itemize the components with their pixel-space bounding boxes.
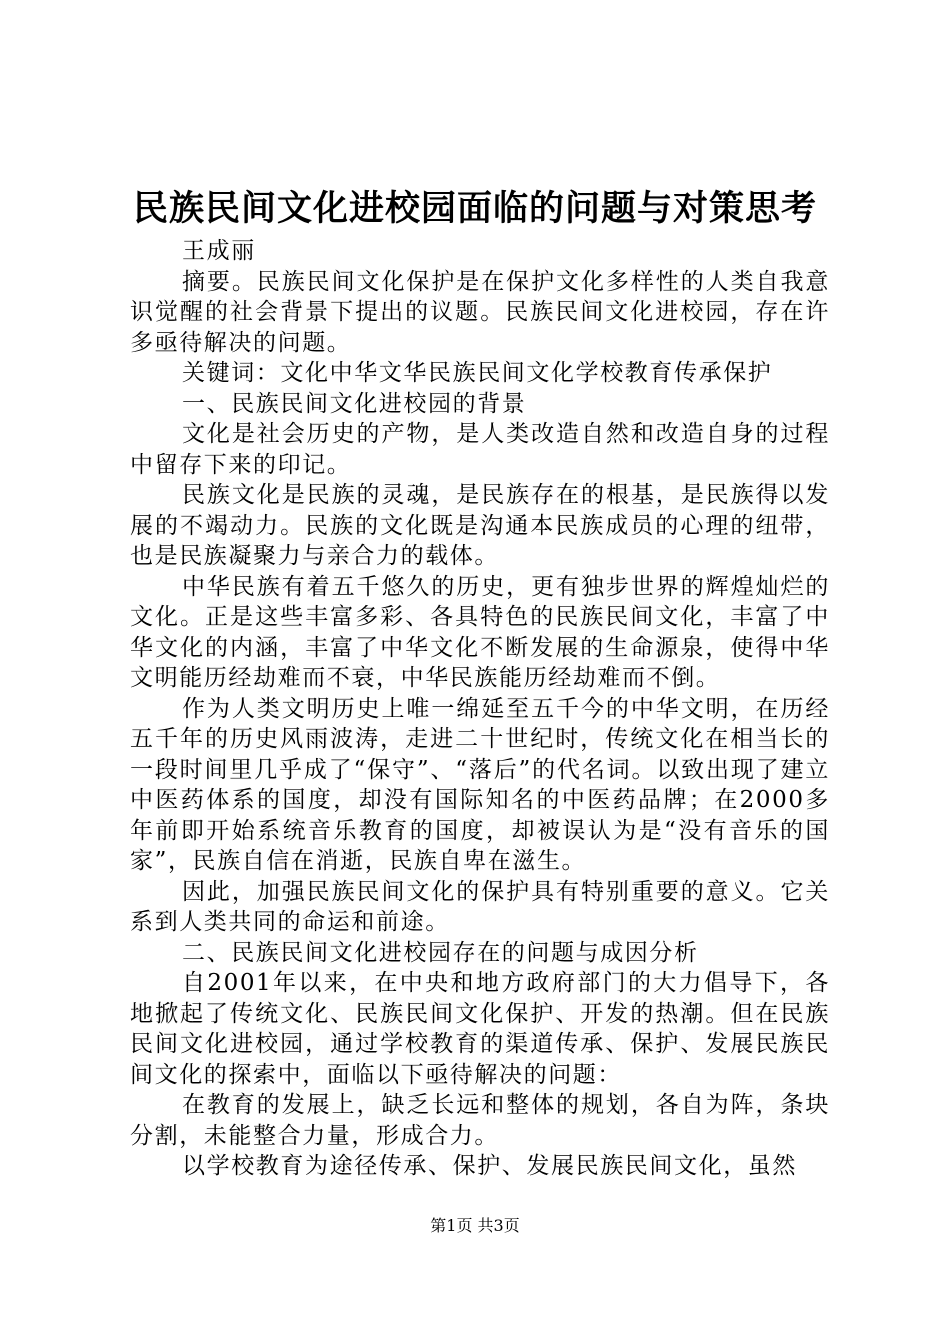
body-paragraph: 自2001年以来，在中央和地方政府部门的大力倡导下，各地掀起了传统文化、民族民间文化保护、开发的热潮。但在民族民间文化进校园，通过学校教育的渠道传承、保护、发展民族民间文化的探索中，面临以下亟待解决的问题： <box>130 970 830 1088</box>
abstract-paragraph: 摘要。民族民间文化保护是在保护文化多样性的人类自我意识觉醒的社会背景下提出的议题。民族民间文化进校园，存在许多亟待解决的问题。 <box>130 268 830 356</box>
body-paragraph: 文化是社会历史的产物，是人类改造自然和改造自身的过程中留存下来的印记。 <box>130 421 830 478</box>
body-paragraph: 作为人类文明历史上唯一绵延至五千今的中华文明，在历经五千年的历史风雨波涛，走进二十世纪时，传统文化在相当长的一段时间里几乎成了“保守”、“落后”的代名词。以致出现了建立中医药体系的国度，却没有国际知名的中医药品牌；在2000多年前即开始系统音乐教育的国度，却被误认为是“没有音乐的国家”，民族自信在消逝，民族自卑在滋生。 <box>130 695 830 874</box>
document-body <box>130 236 830 1182</box>
keywords-paragraph: 关键词：文化中华文华民族民间文化学校教育传承保护 <box>182 360 773 386</box>
section-heading-problems: 二、民族民间文化进校园存在的问题与成因分析 <box>182 939 699 966</box>
body-paragraph: 中华民族有着五千悠久的历史，更有独步世界的辉煌灿烂的文化。正是这些丰富多彩、各具特色的民族民间文化，丰富了中华文化的内涵，丰富了中华文化不断发展的生命源泉，使得中华文明能历经劫难而不衰，中华民族能历经劫难而不倒。 <box>130 573 830 691</box>
section-heading-background: 一、民族民间文化进校园的背景 <box>182 390 527 417</box>
document-title: 民族民间文化进校园面临的问题与对策思考 <box>132 188 817 229</box>
body-paragraph: 以学校教育为途径传承、保护、发展民族民间文化，虽然 <box>182 1153 797 1179</box>
body-paragraph: 民族文化是民族的灵魂，是民族存在的根基，是民族得以发展的不竭动力。民族的文化既是沟通本民族成员的心理的纽带，也是民族凝聚力与亲合力的载体。 <box>130 482 830 569</box>
author-line: 王成丽 <box>182 238 256 264</box>
body-paragraph: 因此，加强民族民间文化的保护具有特别重要的意义。它关系到人类共同的命运和前途。 <box>130 878 830 935</box>
body-paragraph: 在教育的发展上，缺乏长远和整体的规划，各自为阵，条块分割，未能整合力量，形成合力。 <box>130 1092 830 1149</box>
page-number-footer: 第1页 共3页 <box>430 1216 520 1235</box>
